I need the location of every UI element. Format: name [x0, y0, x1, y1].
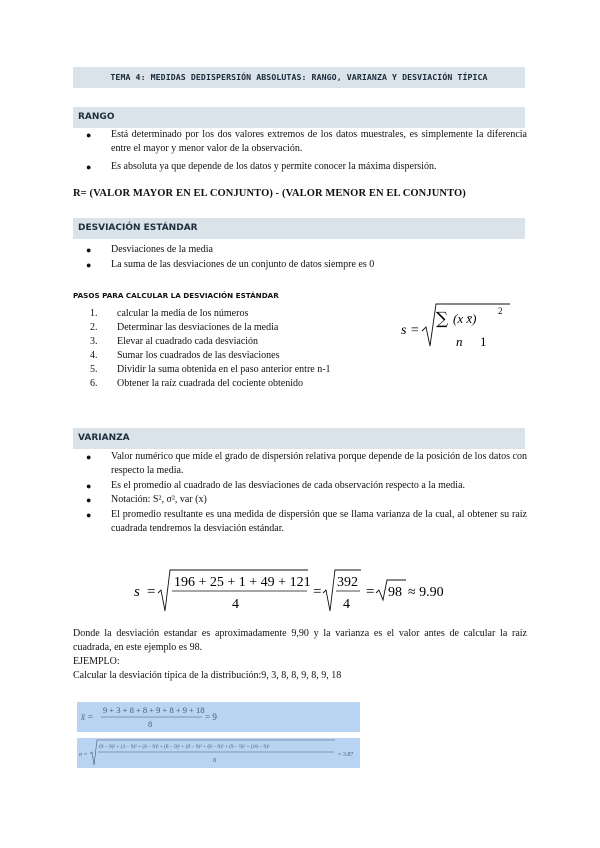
- document-title: TEMA 4: MEDIDAS DEDISPERSIÓN ABSOLUTAS: RANGO, VARIANZA Y DESVIACIÓN TÍPICA: [73, 67, 525, 88]
- mean-den: 8: [148, 719, 153, 729]
- bullet-icon: ●: [86, 162, 92, 172]
- bullet-icon: ●: [86, 245, 92, 255]
- formula-rad3: 98: [388, 585, 402, 600]
- mean-formula: [77, 702, 360, 732]
- mean-lhs: x̄ =: [81, 712, 94, 722]
- list-item: ● Es el promedio al cuadrado de las desviaciones de cada observación respecto a la media.: [86, 480, 466, 491]
- bullet-icon: ●: [86, 260, 92, 270]
- list-item: 4. Sumar los cuadrados de las desviaciones: [90, 350, 280, 361]
- variance-example-formula: [130, 566, 450, 616]
- bullet-icon: ●: [86, 452, 92, 462]
- list-item: ● Desviaciones de la media: [86, 244, 213, 255]
- list-item: ● La suma de las desviaciones de un conjunto de datos siempre es 0: [86, 259, 375, 270]
- sd-result: = 3.87: [338, 752, 354, 758]
- std-dev-formula: [398, 300, 528, 352]
- formula-num2: 392: [337, 575, 358, 590]
- list-item: 5. Dividir la suma obtenida en el paso anterior entre n-1: [90, 364, 331, 375]
- list-item: ● Valor numérico que mide el grado de dispersión relativa porque depende de la posición de los datos con respecto la media.: [86, 451, 527, 476]
- sd-formula: [77, 738, 360, 768]
- mean-result: = 9: [205, 712, 217, 722]
- formula-lhs: s =: [401, 323, 420, 338]
- list-item: 6. Obtener la raíz cuadrada del cociente obtenido: [90, 378, 304, 389]
- list-item: 2. Determinar las desviaciones de la media: [90, 322, 279, 333]
- section-heading-rango: RANGO: [73, 107, 525, 128]
- formula-exponent: 2: [498, 306, 503, 316]
- section-heading-desviacion: DESVIACIÓN ESTÁNDAR: [73, 218, 525, 239]
- sd-den: 8: [213, 758, 216, 764]
- bullet-icon: ●: [86, 495, 92, 505]
- formula-eq: =: [313, 584, 322, 600]
- formula-s: s: [134, 584, 140, 600]
- formula-den2: 4: [343, 597, 350, 612]
- example-text: Calcular la desviación típica de la distribución:9, 3, 8, 8, 9, 8, 9, 18: [73, 670, 342, 681]
- bullet-icon: ●: [86, 510, 92, 520]
- sd-lhs: σ =: [79, 752, 88, 758]
- section-heading-varianza: VARIANZA: [73, 428, 525, 449]
- list-item: ● Está determinado por los dos valores extremos de los datos muestrales, es simplemente la diferencia entre el mayor y menor valor de la observación.: [86, 129, 527, 154]
- list-item: 1. calcular la media de los números: [90, 308, 249, 319]
- sum-symbol: ∑: [436, 309, 449, 329]
- formula-den1: 4: [232, 597, 239, 612]
- list-item: ● El promedio resultante es una medida de dispersión que se llama varianza de la cual, al obtener su raíz cuadrada tendremos la desviación estándar.: [86, 509, 527, 534]
- mean-num: 9 + 3 + 8 + 8 + 9 + 8 + 9 + 18: [103, 705, 205, 715]
- formula-approx: ≈ 9.90: [408, 585, 444, 600]
- steps-heading: PASOS PARA CALCULAR LA DESVIACIÓN ESTÁNDAR: [73, 291, 279, 300]
- example-label: EJEMPLO:: [73, 656, 120, 667]
- mean-formula-box: [77, 702, 360, 732]
- formula-eq: =: [147, 584, 156, 600]
- sd-num: (9 − 9)² + (3 − 9)² + (8 − 9)² + (8 − 9)² + (9 − 9)² + (8 − 9)² + (9 − 9)² + (18 − 9)²: [99, 744, 270, 750]
- formula-den-n: n: [456, 334, 463, 349]
- list-item: 3. Elevar al cuadrado cada desviación: [90, 336, 259, 347]
- list-item: ● Es absoluta ya que depende de los datos y permite conocer la máxima dispersión.: [86, 161, 437, 172]
- formula-den-1: 1: [480, 334, 487, 349]
- conclusion-paragraph: Donde la desviación estandar es aproximadamente 9,90 y la varianza es el valor antes de calcular la raíz cuadrada, en este ejemplo es 98.: [73, 628, 527, 653]
- formula-num1: 196 + 25 + 1 + 49 + 121: [174, 575, 311, 590]
- formula-term: (x x̄): [453, 311, 477, 326]
- bullet-icon: ●: [86, 481, 92, 491]
- bullet-icon: ●: [86, 130, 92, 140]
- formula-eq: =: [366, 584, 375, 600]
- range-formula: R= (VALOR MAYOR EN EL CONJUNTO) - (VALOR MENOR EN EL CONJUNTO): [73, 188, 466, 199]
- list-item: ● Notación: S², σ², var (x): [86, 494, 207, 505]
- sd-formula-box: [77, 738, 360, 768]
